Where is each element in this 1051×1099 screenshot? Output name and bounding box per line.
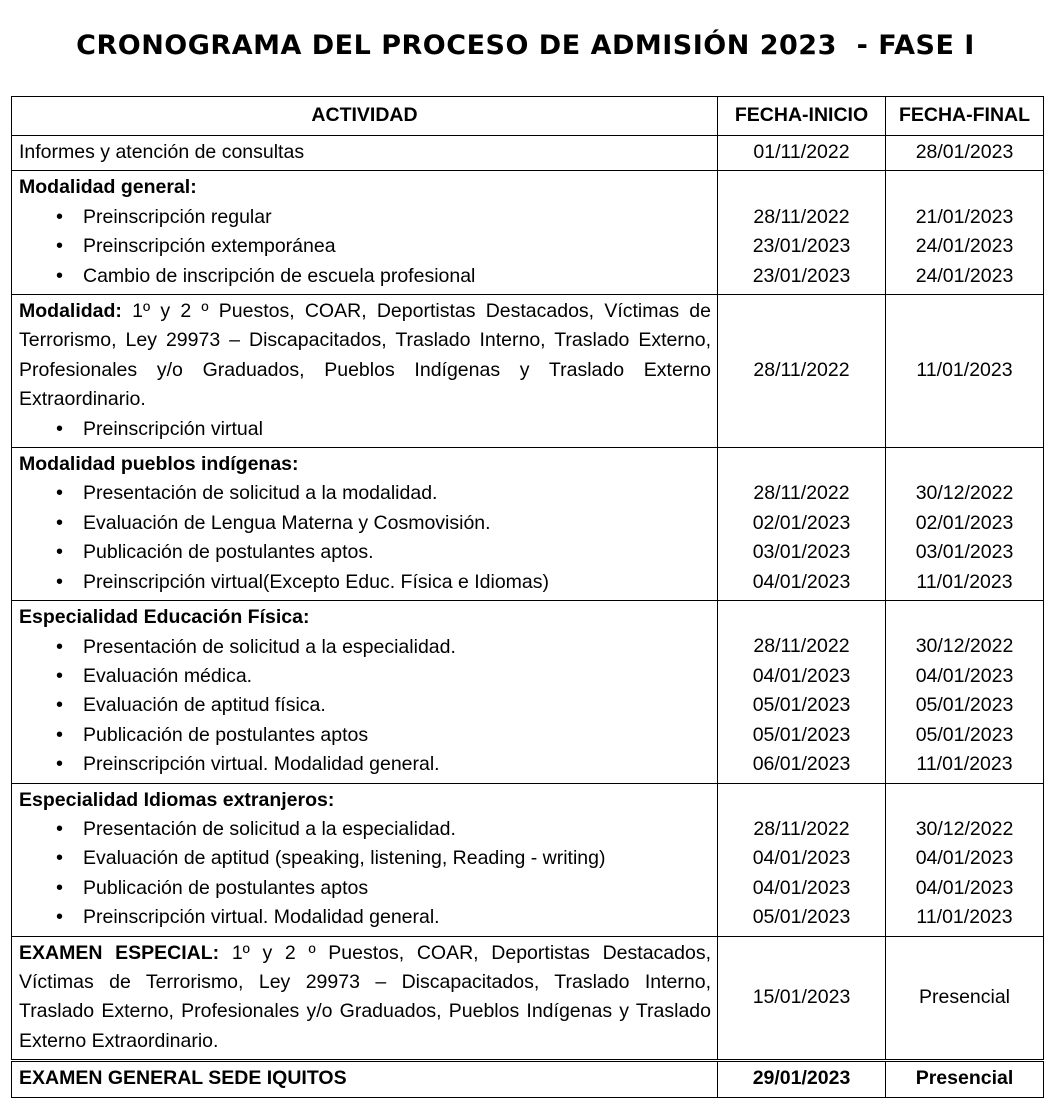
end-date: 11/01/2023: [916, 753, 1013, 776]
end-date: 30/12/2022: [915, 817, 1014, 840]
start-date: 28/11/2022: [753, 635, 850, 658]
list-item: • Publicación de postulantes aptos: [19, 874, 711, 903]
start-date-cell: [718, 171, 886, 295]
end-date: 04/01/2023: [915, 664, 1014, 687]
list-item: • Publicación de postulantes aptos.: [19, 538, 711, 567]
list-item: • Preinscripción virtual. Modalidad general.: [19, 903, 711, 932]
bullet-list: [19, 479, 711, 597]
start-date: 28/11/2022: [753, 205, 850, 228]
list-item: • Cambio de inscripción de escuela profesional: [19, 262, 711, 291]
end-date: 04/01/2023: [915, 876, 1014, 899]
start-date-cell: 29/01/2023: [718, 1061, 886, 1097]
list-item: • Presentación de solicitud a la especialidad.: [19, 633, 711, 662]
examen-especial-description: [19, 939, 711, 1057]
list-item: • Evaluación de Lengua Materna y Cosmovisión.: [19, 509, 711, 538]
examen-especial-label: EXAMEN ESPECIAL:: [19, 941, 220, 964]
bullet-list: [19, 415, 711, 444]
table-row-modalidad-especial: [12, 295, 1044, 448]
start-date-cell: [718, 448, 886, 601]
start-date: 03/01/2023: [752, 541, 851, 564]
list-item: • Preinscripción regular: [19, 203, 711, 232]
section-heading: Especialidad Educación Física:: [19, 606, 310, 629]
list-item: • Preinscripción virtual(Excepto Educ. Física e Idiomas): [19, 568, 711, 597]
list-item: • Publicación de postulantes aptos: [19, 721, 711, 750]
start-date-cell: 01/11/2022: [718, 136, 886, 171]
end-date: 02/01/2023: [915, 511, 1014, 534]
end-date-cell: [886, 448, 1044, 601]
bullet-list: [19, 203, 711, 291]
modalidad-label: Modalidad:: [19, 300, 122, 323]
document-title: CRONOGRAMA DEL PROCESO DE ADMISIÓN 2023 - FASE I: [76, 30, 975, 61]
start-date-cell: [718, 601, 886, 783]
end-date: 21/01/2023: [915, 205, 1014, 228]
column-header-start-date: FECHA-INICIO: [718, 97, 886, 136]
start-date-cell: [718, 783, 886, 936]
start-date: 28/11/2022: [753, 482, 850, 505]
start-date: 23/01/2023: [752, 264, 851, 287]
table-row-modalidad-general: [12, 171, 1044, 295]
end-date: 04/01/2023: [915, 847, 1014, 870]
section-heading: Modalidad general:: [19, 176, 197, 199]
table-header-row: [12, 97, 1044, 136]
list-item: • Evaluación médica.: [19, 662, 711, 691]
list-item: • Presentación de solicitud a la modalidad.: [19, 479, 711, 508]
activity-cell: [12, 601, 718, 783]
section-heading: Especialidad Idiomas extranjeros:: [19, 788, 335, 811]
start-date-cell: 28/11/2022: [718, 295, 886, 448]
column-header-end-date: FECHA-FINAL: [886, 97, 1044, 136]
start-date: 23/01/2023: [752, 235, 851, 258]
end-date-cell: 11/01/2023: [886, 295, 1044, 448]
end-date-cell: [886, 783, 1044, 936]
list-item: • Preinscripción virtual: [19, 415, 711, 444]
end-date: 24/01/2023: [915, 235, 1014, 258]
column-header-activity: ACTIVIDAD: [12, 97, 718, 136]
examen-especial-text: 1º y 2 º Puestos, COAR, Deportistas Destacados, Víctimas de Terrorismo, Ley 29973 – Discapacitados, Traslado Interno, Traslado Externo, Profesionales y/o Graduados, Pueblos Indígenas y Traslado Externo Extraordinario.: [19, 941, 711, 1052]
start-date: 04/01/2023: [752, 664, 851, 687]
activity-cell: Informes y atención de consultas: [12, 136, 718, 171]
end-date: 30/12/2022: [915, 482, 1014, 505]
end-date: 03/01/2023: [915, 541, 1014, 564]
activity-cell: [12, 171, 718, 295]
end-date-cell: [886, 171, 1044, 295]
table-row-educacion-fisica: [12, 601, 1044, 783]
start-date: 28/11/2022: [753, 817, 850, 840]
end-date-cell: 28/01/2023: [886, 136, 1044, 171]
table-row-consultas: [12, 136, 1044, 171]
start-date: 02/01/2023: [752, 511, 851, 534]
end-date-cell: Presencial: [886, 936, 1044, 1061]
start-date: 05/01/2023: [752, 723, 851, 746]
bullet-list: [19, 633, 711, 780]
activity-cell: [12, 783, 718, 936]
start-date-cell: 15/01/2023: [718, 936, 886, 1061]
end-date-cell: Presencial: [886, 1061, 1044, 1097]
list-item: • Evaluación de aptitud física.: [19, 691, 711, 720]
start-date: 04/01/2023: [752, 876, 851, 899]
start-date: 05/01/2023: [752, 906, 851, 929]
table-row-examen-general: [12, 1061, 1044, 1097]
modalidad-text: 1º y 2 º Puestos, COAR, Deportistas Destacados, Víctimas de Terrorismo, Ley 29973 – Discapacitados, Traslado Interno, Traslado Externo, Profesionales y/o Graduados, Pueblos Indígenas y Traslado Externo Extraordinario.: [19, 300, 711, 411]
table-row-pueblos-indigenas: [12, 448, 1044, 601]
table-row-examen-especial: [12, 936, 1044, 1061]
end-date: 05/01/2023: [915, 723, 1014, 746]
list-item: • Evaluación de aptitud (speaking, listening, Reading - writing): [19, 844, 711, 873]
section-heading: Modalidad pueblos indígenas:: [19, 453, 299, 476]
activity-cell: [12, 936, 718, 1061]
start-date: 04/01/2023: [752, 570, 851, 593]
table-row-idiomas-extranjeros: [12, 783, 1044, 936]
activity-cell: [12, 448, 718, 601]
end-date: 11/01/2023: [916, 906, 1013, 929]
modalidad-description: [19, 297, 711, 415]
list-item: • Preinscripción extemporánea: [19, 232, 711, 261]
start-date: 04/01/2023: [752, 847, 851, 870]
end-date: 24/01/2023: [915, 264, 1014, 287]
list-item: • Preinscripción virtual. Modalidad general.: [19, 750, 711, 779]
start-date: 06/01/2023: [752, 753, 851, 776]
start-date: 05/01/2023: [752, 694, 851, 717]
list-item: • Presentación de solicitud a la especialidad.: [19, 815, 711, 844]
end-date-cell: [886, 601, 1044, 783]
end-date: 30/12/2022: [915, 635, 1014, 658]
activity-cell: EXAMEN GENERAL SEDE IQUITOS: [12, 1061, 718, 1097]
end-date: 05/01/2023: [915, 694, 1014, 717]
end-date: 11/01/2023: [916, 570, 1013, 593]
bullet-list: [19, 815, 711, 933]
activity-cell: [12, 295, 718, 448]
schedule-table: [11, 96, 1044, 1098]
